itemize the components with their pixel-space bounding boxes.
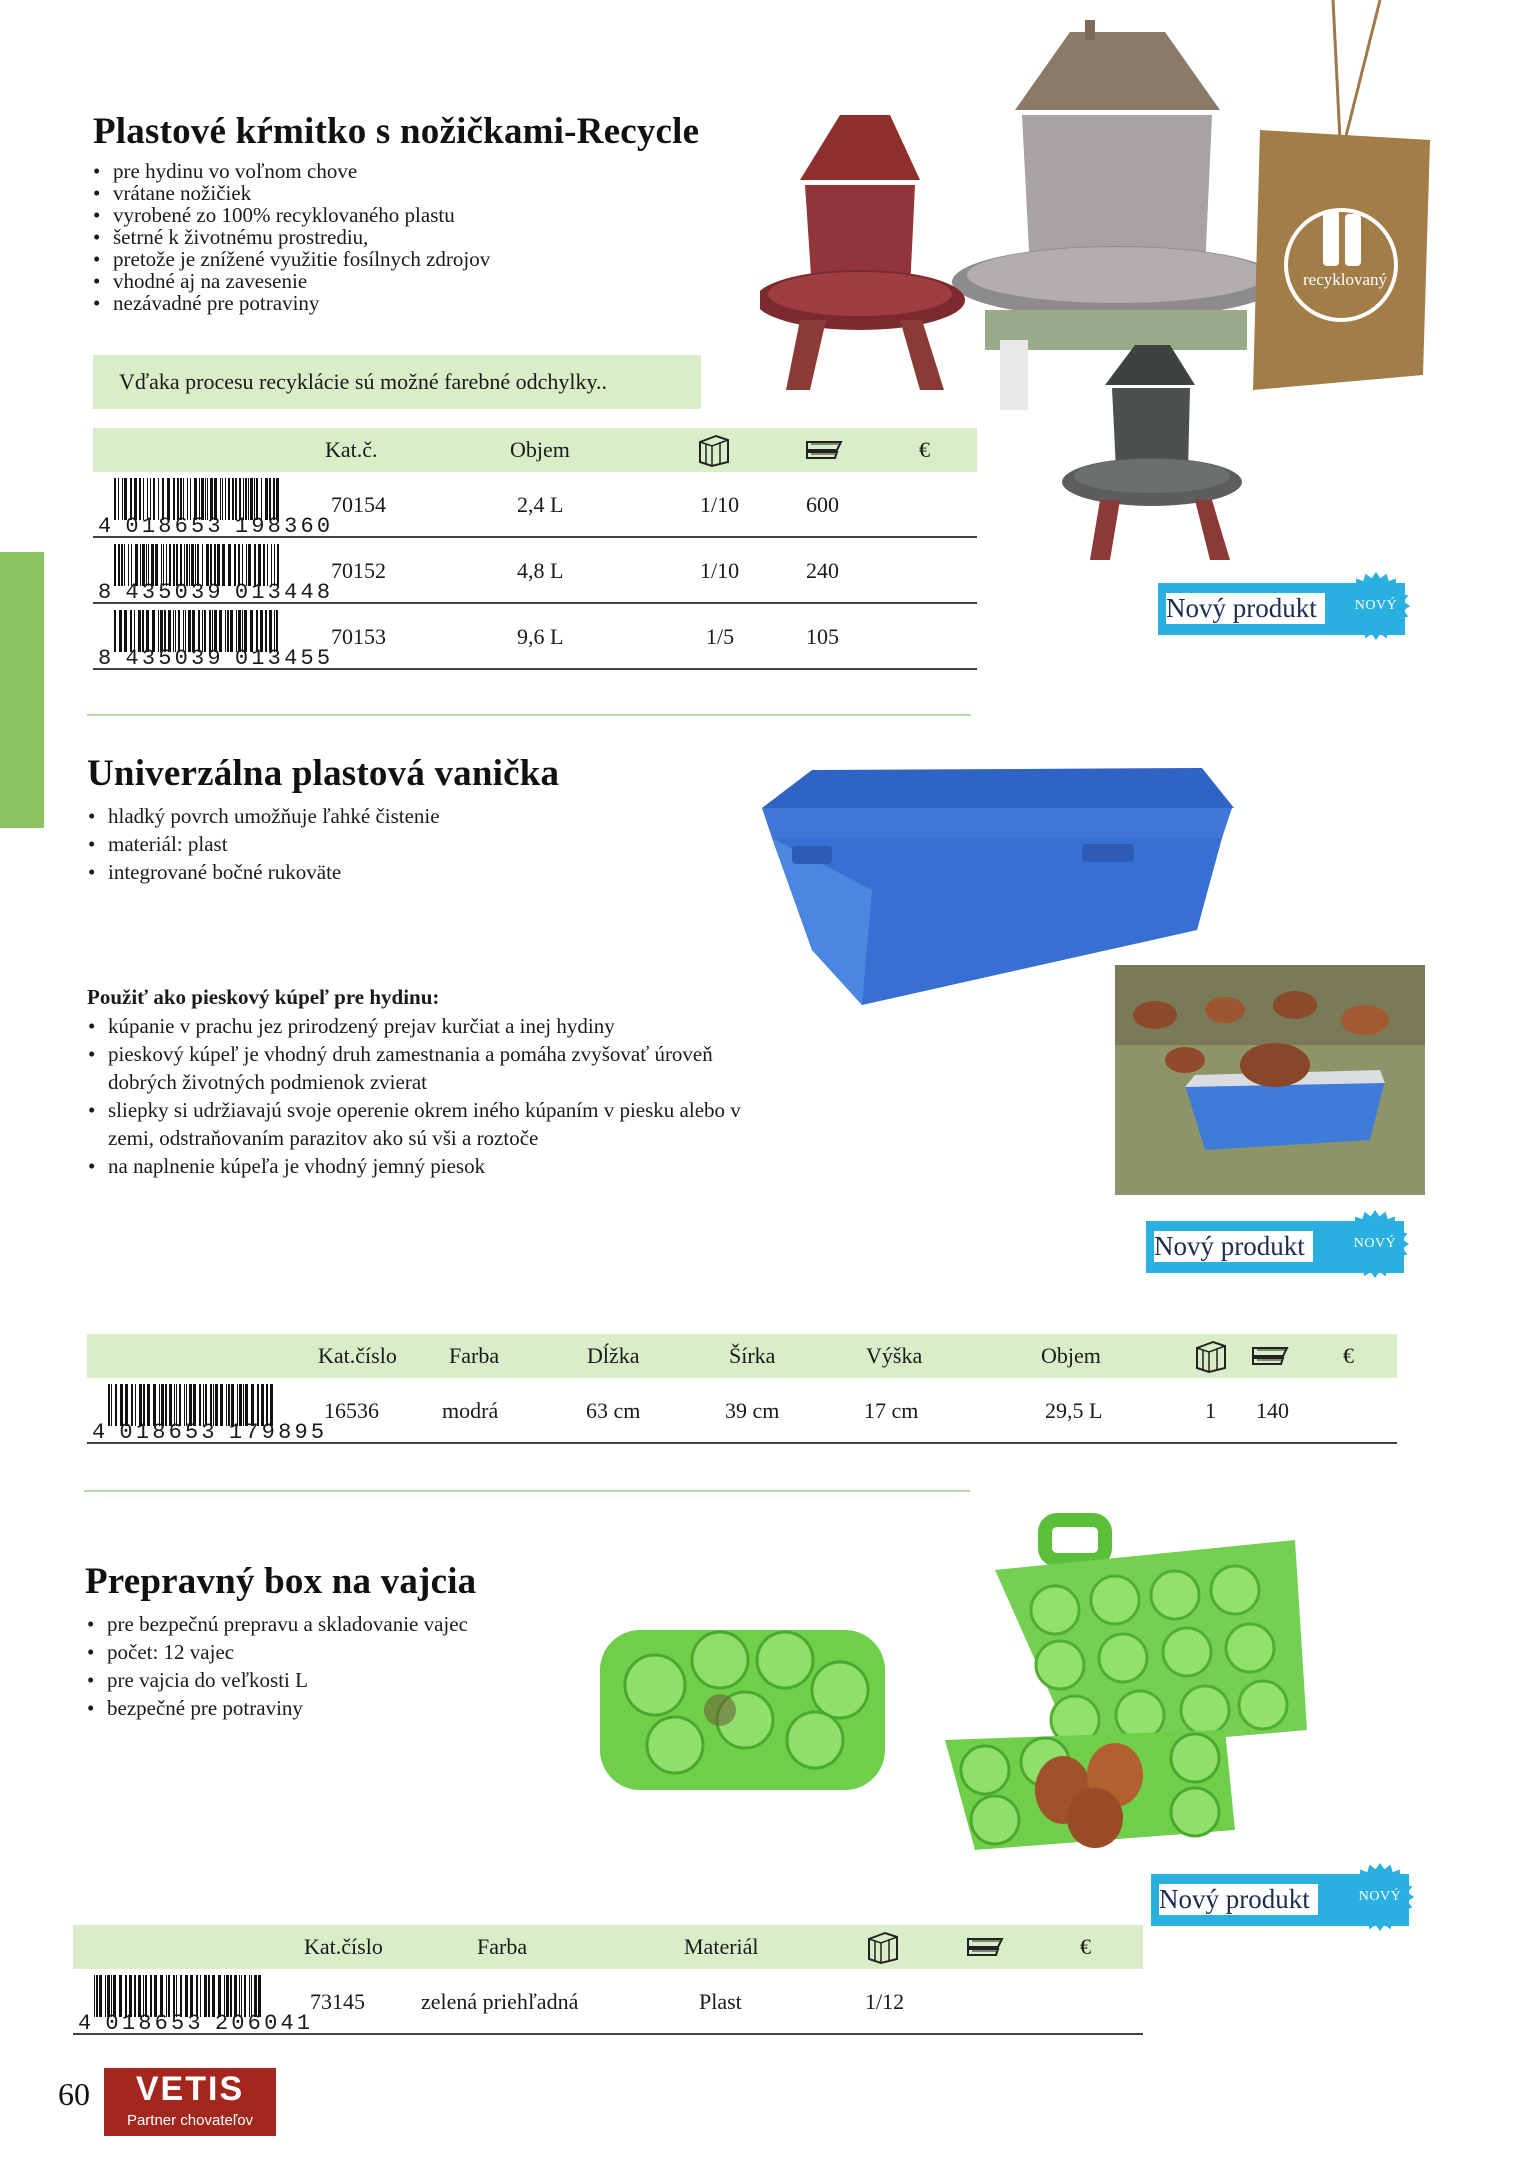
list-item: • na naplnenie kúpeľa je vhodný jemný piesok [87, 1152, 777, 1180]
new-product-badge [1158, 583, 1405, 635]
list-item: • materiál: plast [87, 830, 440, 858]
table-row [73, 1969, 1143, 2035]
recycled-hang-tag [1245, 0, 1435, 400]
barcode-digits: 8 435039 013455 [98, 646, 334, 671]
product1-table-header [93, 428, 977, 472]
header-euro: € [919, 437, 930, 462]
chickens-sandbath-photo [1115, 965, 1425, 1195]
header-height: Výška [866, 1343, 923, 1368]
header-euro: € [1080, 1934, 1091, 1959]
new-product-label: Nový produkt [1166, 593, 1325, 624]
header-length: Dĺžka [587, 1343, 640, 1368]
header-cat: Kat.číslo [318, 1343, 397, 1368]
barcode [98, 478, 334, 539]
sandbath-bullets [87, 1012, 777, 1180]
cell-volume: 2,4 L [517, 492, 564, 517]
barcode [98, 610, 334, 671]
cell-length: 63 cm [586, 1398, 641, 1423]
cell-pack: 1 [1205, 1398, 1216, 1423]
list-item: • počet: 12 vajec [86, 1638, 468, 1666]
barcode-digits: 8 435039 013448 [98, 580, 334, 605]
new-product-badge [1146, 1221, 1404, 1273]
header-euro: € [1343, 1343, 1354, 1368]
barcode [92, 1384, 328, 1445]
new-product-badge [1151, 1874, 1409, 1926]
list-item: • hladký povrch umožňuje ľahké čistenie [87, 802, 440, 830]
cell-color: zelená priehľadná [421, 1989, 579, 2014]
header-color: Farba [449, 1343, 500, 1368]
page-number: 60 [58, 2076, 90, 2112]
logo-brand: VETIS [135, 2070, 245, 2108]
cell-width: 39 cm [725, 1398, 780, 1423]
list-item: • pretože je znížené využitie fosílnych zdrojov [92, 248, 490, 270]
list-item: • vrátane nožičiek [92, 182, 490, 204]
cell-pallet: 105 [806, 624, 839, 649]
logo-tagline: Partner chovateľov [126, 2112, 254, 2129]
header-volume: Objem [1041, 1343, 1101, 1368]
barcode-digits: 4 018653 179895 [92, 1420, 328, 1445]
cell-pack: 1/12 [865, 1989, 905, 2014]
product3-bullets [86, 1610, 468, 1722]
list-item: • nezávadné pre potraviny [92, 292, 490, 314]
cell-volume: 29,5 L [1045, 1398, 1103, 1423]
list-item: • vhodné aj na zavesenie [92, 270, 490, 292]
cell-color: modrá [442, 1398, 499, 1423]
header-cat: Kat.č. [325, 437, 378, 462]
section-divider [87, 714, 971, 716]
barcode-digits: 4 018653 198360 [98, 514, 334, 539]
cell-pallet: 600 [806, 492, 839, 517]
section-side-tab [0, 552, 44, 828]
cell-pallet: 140 [1256, 1398, 1289, 1423]
new-seal-text: NOVÝ [1353, 1236, 1397, 1251]
carton-box-icon [696, 432, 732, 468]
header-width: Šírka [729, 1343, 776, 1368]
sandbath-heading: Použiť ako pieskový kúpeľ pre hydinu: [87, 985, 440, 1009]
cell-volume: 4,8 L [517, 558, 564, 583]
vetis-logo [104, 2068, 276, 2136]
barcode [98, 544, 334, 605]
cell-pallet: 240 [806, 558, 839, 583]
barcode [78, 1975, 314, 2036]
product2-table-header [87, 1334, 1397, 1378]
barcode-digits: 4 018653 206041 [78, 2011, 314, 2036]
product2-bullets [87, 802, 440, 886]
header-color: Farba [477, 1934, 528, 1959]
pallet-icon [1251, 1344, 1291, 1368]
cell-height: 17 cm [864, 1398, 919, 1423]
pallet-icon [805, 438, 845, 462]
list-item: • bezpečné pre potraviny [86, 1694, 468, 1722]
pallet-icon [966, 1935, 1006, 1959]
header-cat: Kat.číslo [304, 1934, 383, 1959]
table-row [93, 538, 977, 604]
egg-box-products-image [595, 1500, 1315, 1870]
cell-cat: 16536 [324, 1398, 379, 1423]
section-divider [84, 1490, 970, 1492]
new-seal-text: NOVÝ [1358, 1889, 1402, 1904]
new-product-label: Nový produkt [1159, 1884, 1318, 1915]
header-volume: Objem [510, 437, 570, 462]
new-product-label: Nový produkt [1154, 1231, 1313, 1262]
cell-pack: 1/5 [706, 624, 735, 649]
table-row [93, 472, 977, 538]
carton-box-icon [865, 1929, 901, 1965]
list-item: • sliepky si udržiavajú svoje operenie okrem iného kúpaním v piesku alebo v zemi, odstraňovaním parazitov ako sú vši a roztoče [87, 1096, 777, 1152]
cell-pack: 1/10 [700, 558, 740, 583]
carton-box-icon [1193, 1338, 1229, 1374]
list-item: • vyrobené zo 100% recyklovaného plastu [92, 204, 490, 226]
recycle-note-text: Vďaka procesu recyklácie sú možné farebné odchylky.. [119, 369, 608, 394]
header-material: Materiál [684, 1934, 759, 1959]
list-item: • pieskový kúpeľ je vhodný druh zamestnania a pomáha zvyšovať úroveň dobrých životných podmienok zvierat [87, 1040, 777, 1096]
cell-cat: 70154 [331, 492, 386, 517]
cell-material: Plast [699, 1989, 742, 2014]
product2-title: Univerzálna plastová vanička [87, 753, 560, 794]
product3-title: Prepravný box na vajcia [85, 1561, 477, 1602]
cell-volume: 9,6 L [517, 624, 564, 649]
product1-title: Plastové kŕmitko s nožičkami-Recycle [93, 111, 700, 152]
list-item: • pre vajcia do veľkosti L [86, 1666, 468, 1694]
list-item: • pre bezpečnú prepravu a skladovanie vajec [86, 1610, 468, 1638]
list-item: • pre hydinu vo voľnom chove [92, 160, 490, 182]
list-item: • kúpanie v prachu jez prirodzený prejav kurčiat a inej hydiny [87, 1012, 777, 1040]
new-seal-text: NOVÝ [1354, 598, 1398, 613]
list-item: • integrované bočné rukoväte [87, 858, 440, 886]
recycled-tag-label: recyklovaný [1302, 270, 1388, 289]
table-row [93, 604, 977, 670]
cell-cat: 70153 [331, 624, 386, 649]
list-item: • šetrné k životnému prostrediu, [92, 226, 490, 248]
cell-cat: 73145 [310, 1989, 365, 2014]
table-row [87, 1378, 1397, 1444]
recycle-note [93, 355, 701, 409]
cell-pack: 1/10 [700, 492, 740, 517]
product3-table-header [73, 1925, 1143, 1969]
cell-cat: 70152 [331, 558, 386, 583]
product1-bullets [92, 160, 490, 314]
